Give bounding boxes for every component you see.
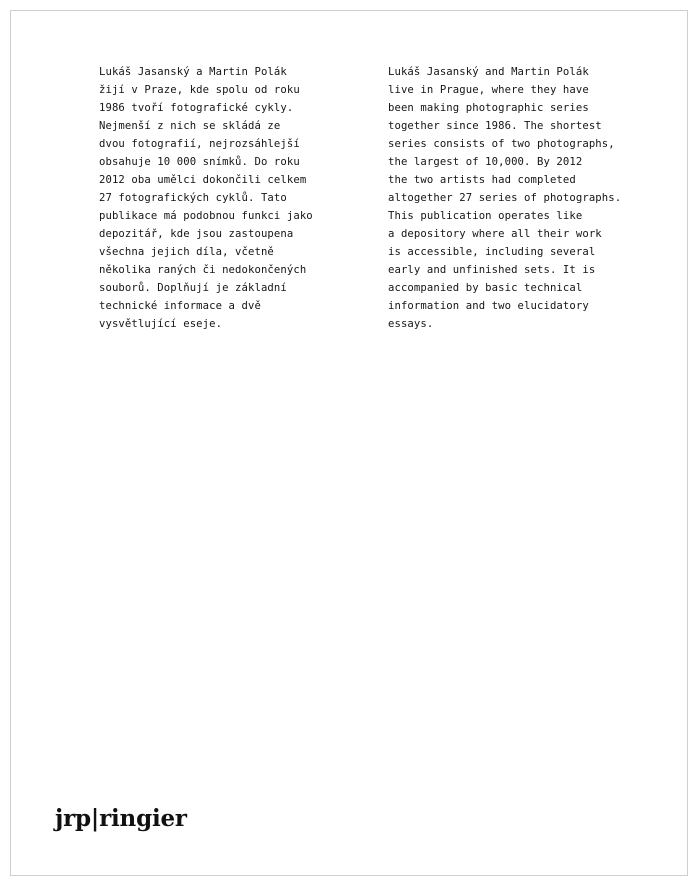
english-blurb: Lukáš Jasanský and Martin Polák live in Prague, where they have been making photographic series together since 1986. The shortest series consists of two photographs, the largest of 10,000. By 2012 the two artists had completed altogether 27 series of photographs. This publication operates like a depository where all their work is accessible, including several early and unfinished sets. It is accompanied by basic technical information and two elucidatory essays. (388, 66, 622, 330)
back-cover (10, 10, 688, 876)
czech-blurb: Lukáš Jasanský a Martin Polák žijí v Praze, kde spolu od roku 1986 tvoří fotografické cykly. Nejmenší z nich se skládá ze dvou fotografií, nejrozsáhlejší obsahuje 10 000 snímků. Do roku 2012 oba umělci dokončili celkem 27 fotografických cyklů. Tato publikace má podobnou funkci jako depozitář, kde jsou zastoupena všechna jejich díla, včetně několika raných či nedokončených souborů. Doplňují je základní technické informace a dvě vysvětlující eseje. (99, 66, 313, 330)
publisher-logo: jrp|ringier (55, 805, 187, 832)
